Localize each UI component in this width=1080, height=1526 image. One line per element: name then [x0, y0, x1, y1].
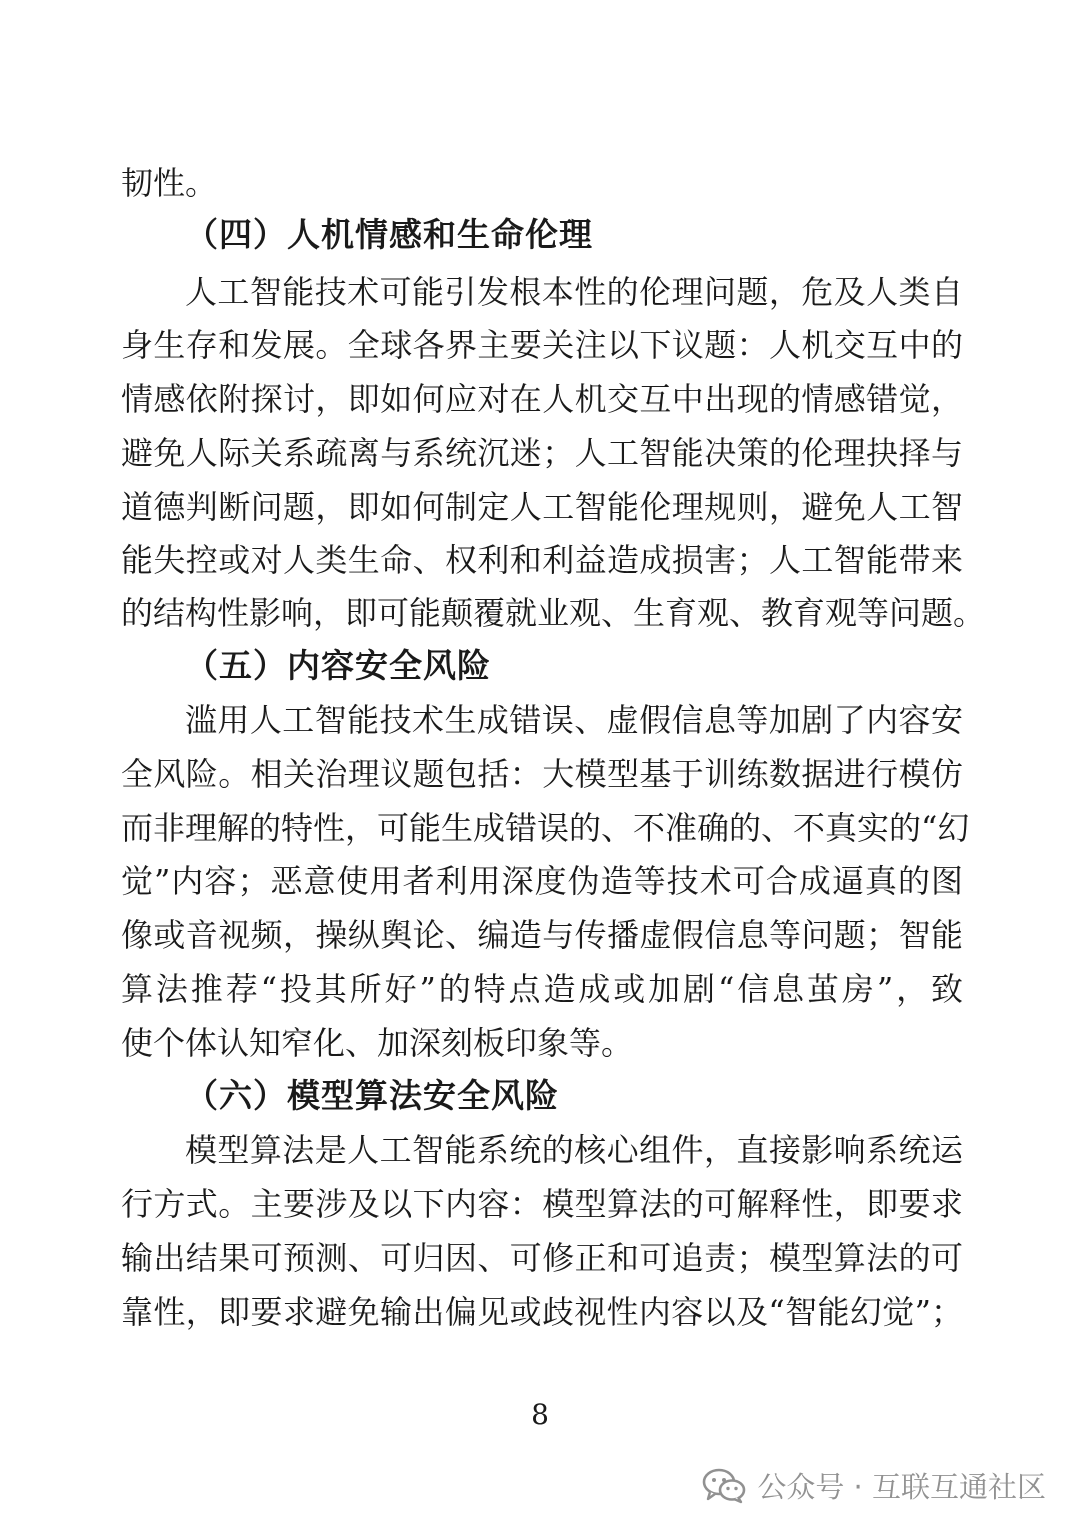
watermark [701, 1463, 1046, 1507]
wechat-icon [701, 1466, 747, 1504]
body-line: 输出结果可预测、可归因、可修正和可追责；模型算法的可 [121, 1239, 963, 1277]
body-line: 韧性。 [121, 164, 218, 202]
body-line: 身生存和发展。全球各界主要关注以下议题：人机交互中的 [121, 326, 963, 364]
body-line: 滥用人工智能技术生成错误、虚假信息等加剧了内容安 [185, 701, 963, 739]
body-line: 行方式。主要涉及以下内容：模型算法的可解释性，即要求 [121, 1185, 963, 1223]
body-line: 而非理解的特性，可能生成错误的、不准确的、不真实的“幻 [121, 809, 970, 847]
body-line: 使个体认知窄化、加深刻板印象等。 [121, 1024, 634, 1062]
body-line: 觉”内容；恶意使用者利用深度伪造等技术可合成逼真的图 [121, 862, 963, 900]
body-line: 算法推荐“投其所好”的特点造成或加剧“信息茧房”，致 [121, 970, 963, 1008]
watermark-text: 公众号 · 互联互通社区 [757, 1469, 1046, 1504]
body-line: 情感依附探讨，即如何应对在人机交互中出现的情感错觉， [121, 380, 963, 418]
section-heading-5: （五）内容安全风险 [185, 646, 491, 685]
body-line: 模型算法是人工智能系统的核心组件，直接影响系统运 [185, 1131, 963, 1169]
body-line: 能失控或对人类生命、权利和利益造成损害；人工智能带来 [121, 541, 963, 579]
body-line: 像或音视频，操纵舆论、编造与传播虚假信息等问题；智能 [121, 916, 963, 954]
page-number: 8 [531, 1398, 549, 1431]
body-line: 避免人际关系疏离与系统沉迷；人工智能决策的伦理抉择与 [121, 434, 963, 472]
section-heading-6: （六）模型算法安全风险 [185, 1076, 559, 1115]
body-line: 的结构性影响，即可能颠覆就业观、生育观、教育观等问题。 [121, 594, 986, 632]
body-line: 靠性，即要求避免输出偏见或歧视性内容以及“智能幻觉”； [121, 1293, 963, 1331]
section-heading-4: （四）人机情感和生命伦理 [185, 215, 593, 254]
body-line: 道德判断问题，即如何制定人工智能伦理规则，避免人工智 [121, 488, 963, 526]
body-line: 人工智能技术可能引发根本性的伦理问题，危及人类自 [185, 273, 963, 311]
body-line: 全风险。相关治理议题包括：大模型基于训练数据进行模仿 [121, 755, 963, 793]
